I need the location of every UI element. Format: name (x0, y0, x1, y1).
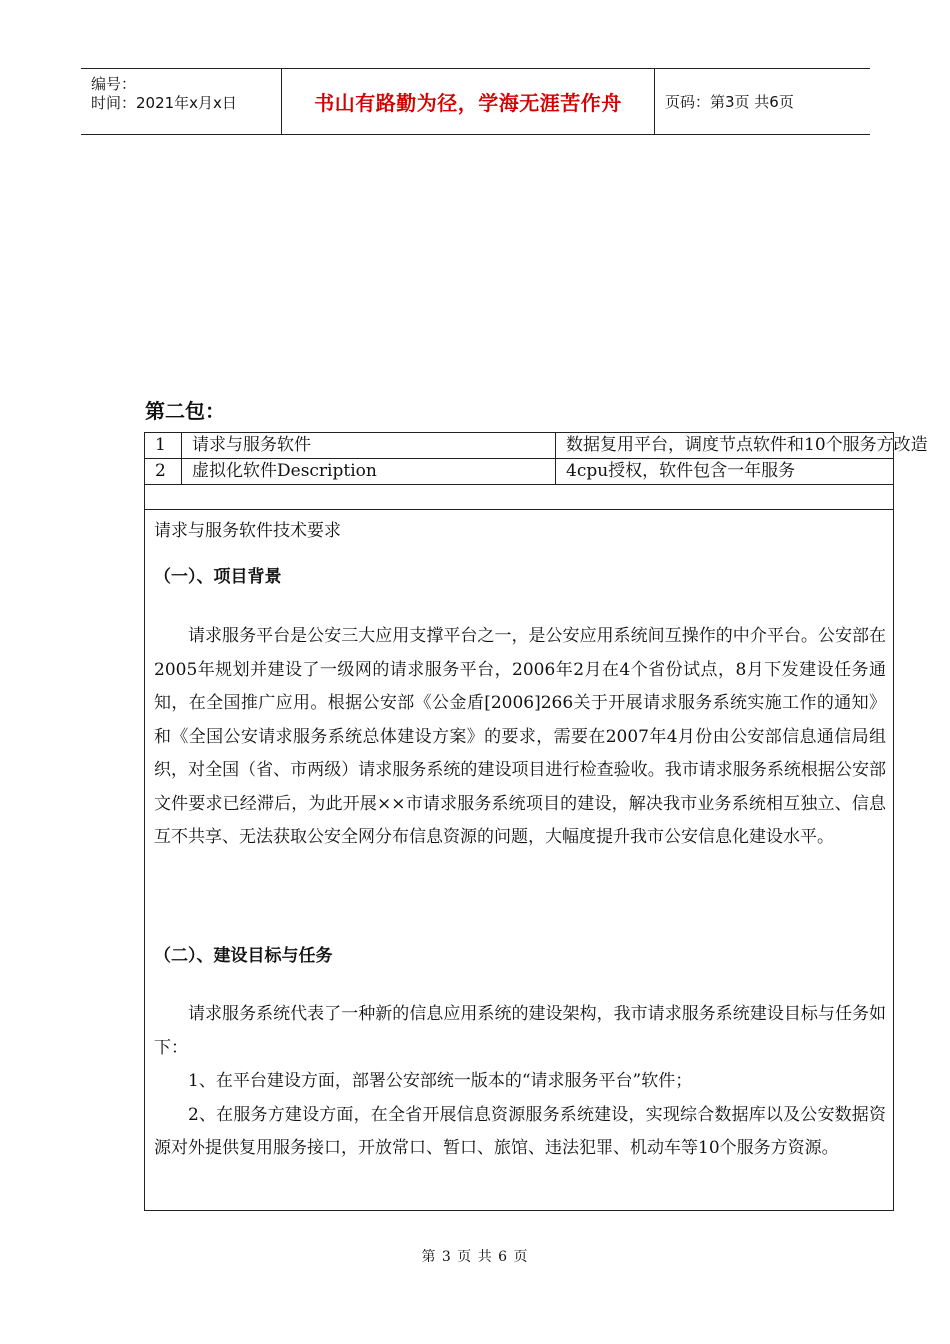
item-number: 1 (145, 433, 182, 458)
package-table (144, 432, 928, 1211)
section-title-goals: （二）、建设目标与任务 (154, 946, 333, 966)
requirements-title: 请求与服务软件技术要求 (154, 521, 341, 541)
requirements-cell (145, 510, 893, 1210)
page-header (81, 68, 870, 135)
item-number: 2 (145, 459, 182, 484)
list-item: 1、在平台建设方面，部署公安部统一版本的“请求服务平台”软件； (188, 1071, 693, 1091)
item-description: 数据复用平台，调度节点软件和10个服务方改造 (566, 435, 928, 455)
list-item: 2、在服务方建设方面，在全省开展信息资源服务系统建设，实现综合数据库以及公安数据资源对外提供复用服务接口，开放常口、暂口、旅馆、违法犯罪、机动车等10个服务方资源。 (154, 1104, 886, 1158)
goals-paragraph: 请求服务系统代表了一种新的信息应用系统的建设架构，我市请求服务系统建设目标与任务如下： (154, 1004, 886, 1058)
goals-list (154, 1065, 886, 1166)
number-label: 编号： (91, 75, 137, 93)
table-row (145, 459, 893, 485)
header-meta-cell (81, 69, 282, 134)
table-row (145, 433, 928, 459)
header-page-info: 页码：第3页 共6页 (665, 93, 794, 111)
item-name: 请求与服务软件 (182, 433, 556, 458)
item-name: 虚拟化软件Description (182, 459, 556, 484)
header-motto: 书山有路勤为径，学海无涯苦作舟 (282, 69, 655, 134)
page-footer: 第 3 页 共 6 页 (421, 1249, 529, 1265)
package-title: 第二包： (145, 399, 225, 423)
section-title-background: （一）、项目背景 (154, 567, 282, 587)
background-paragraph: 请求服务平台是公安三大应用支撑平台之一，是公安应用系统间互操作的中介平台。公安部在2005年规划并建设了一级网的请求服务平台，2006年2月在4个省份试点，8月下发建设任务通知，在全国推广应用。根据公安部《公金盾[2006]266关于开展请求服务系统实施工作的通知》和《全国公安请求服务系统总体建设方案》的要求，需要在2007年4月份由公安部信息通信局组织，对全国（省、市两级）请求服务系统的建设项目进行检查验收。我市请求服务系统根据公安部文件要求已经滞后，为此开展××市请求服务系统项目的建设，解决我市业务系统相互独立、信息互不共享、无法获取公安全网分布信息资源的问题，大幅度提升我市公安信息化建设水平。 (154, 626, 886, 847)
item-description: 4cpu授权，软件包含一年服务 (566, 461, 796, 481)
empty-row (145, 485, 893, 510)
date-label: 时间：2021年x月x日 (91, 94, 237, 112)
